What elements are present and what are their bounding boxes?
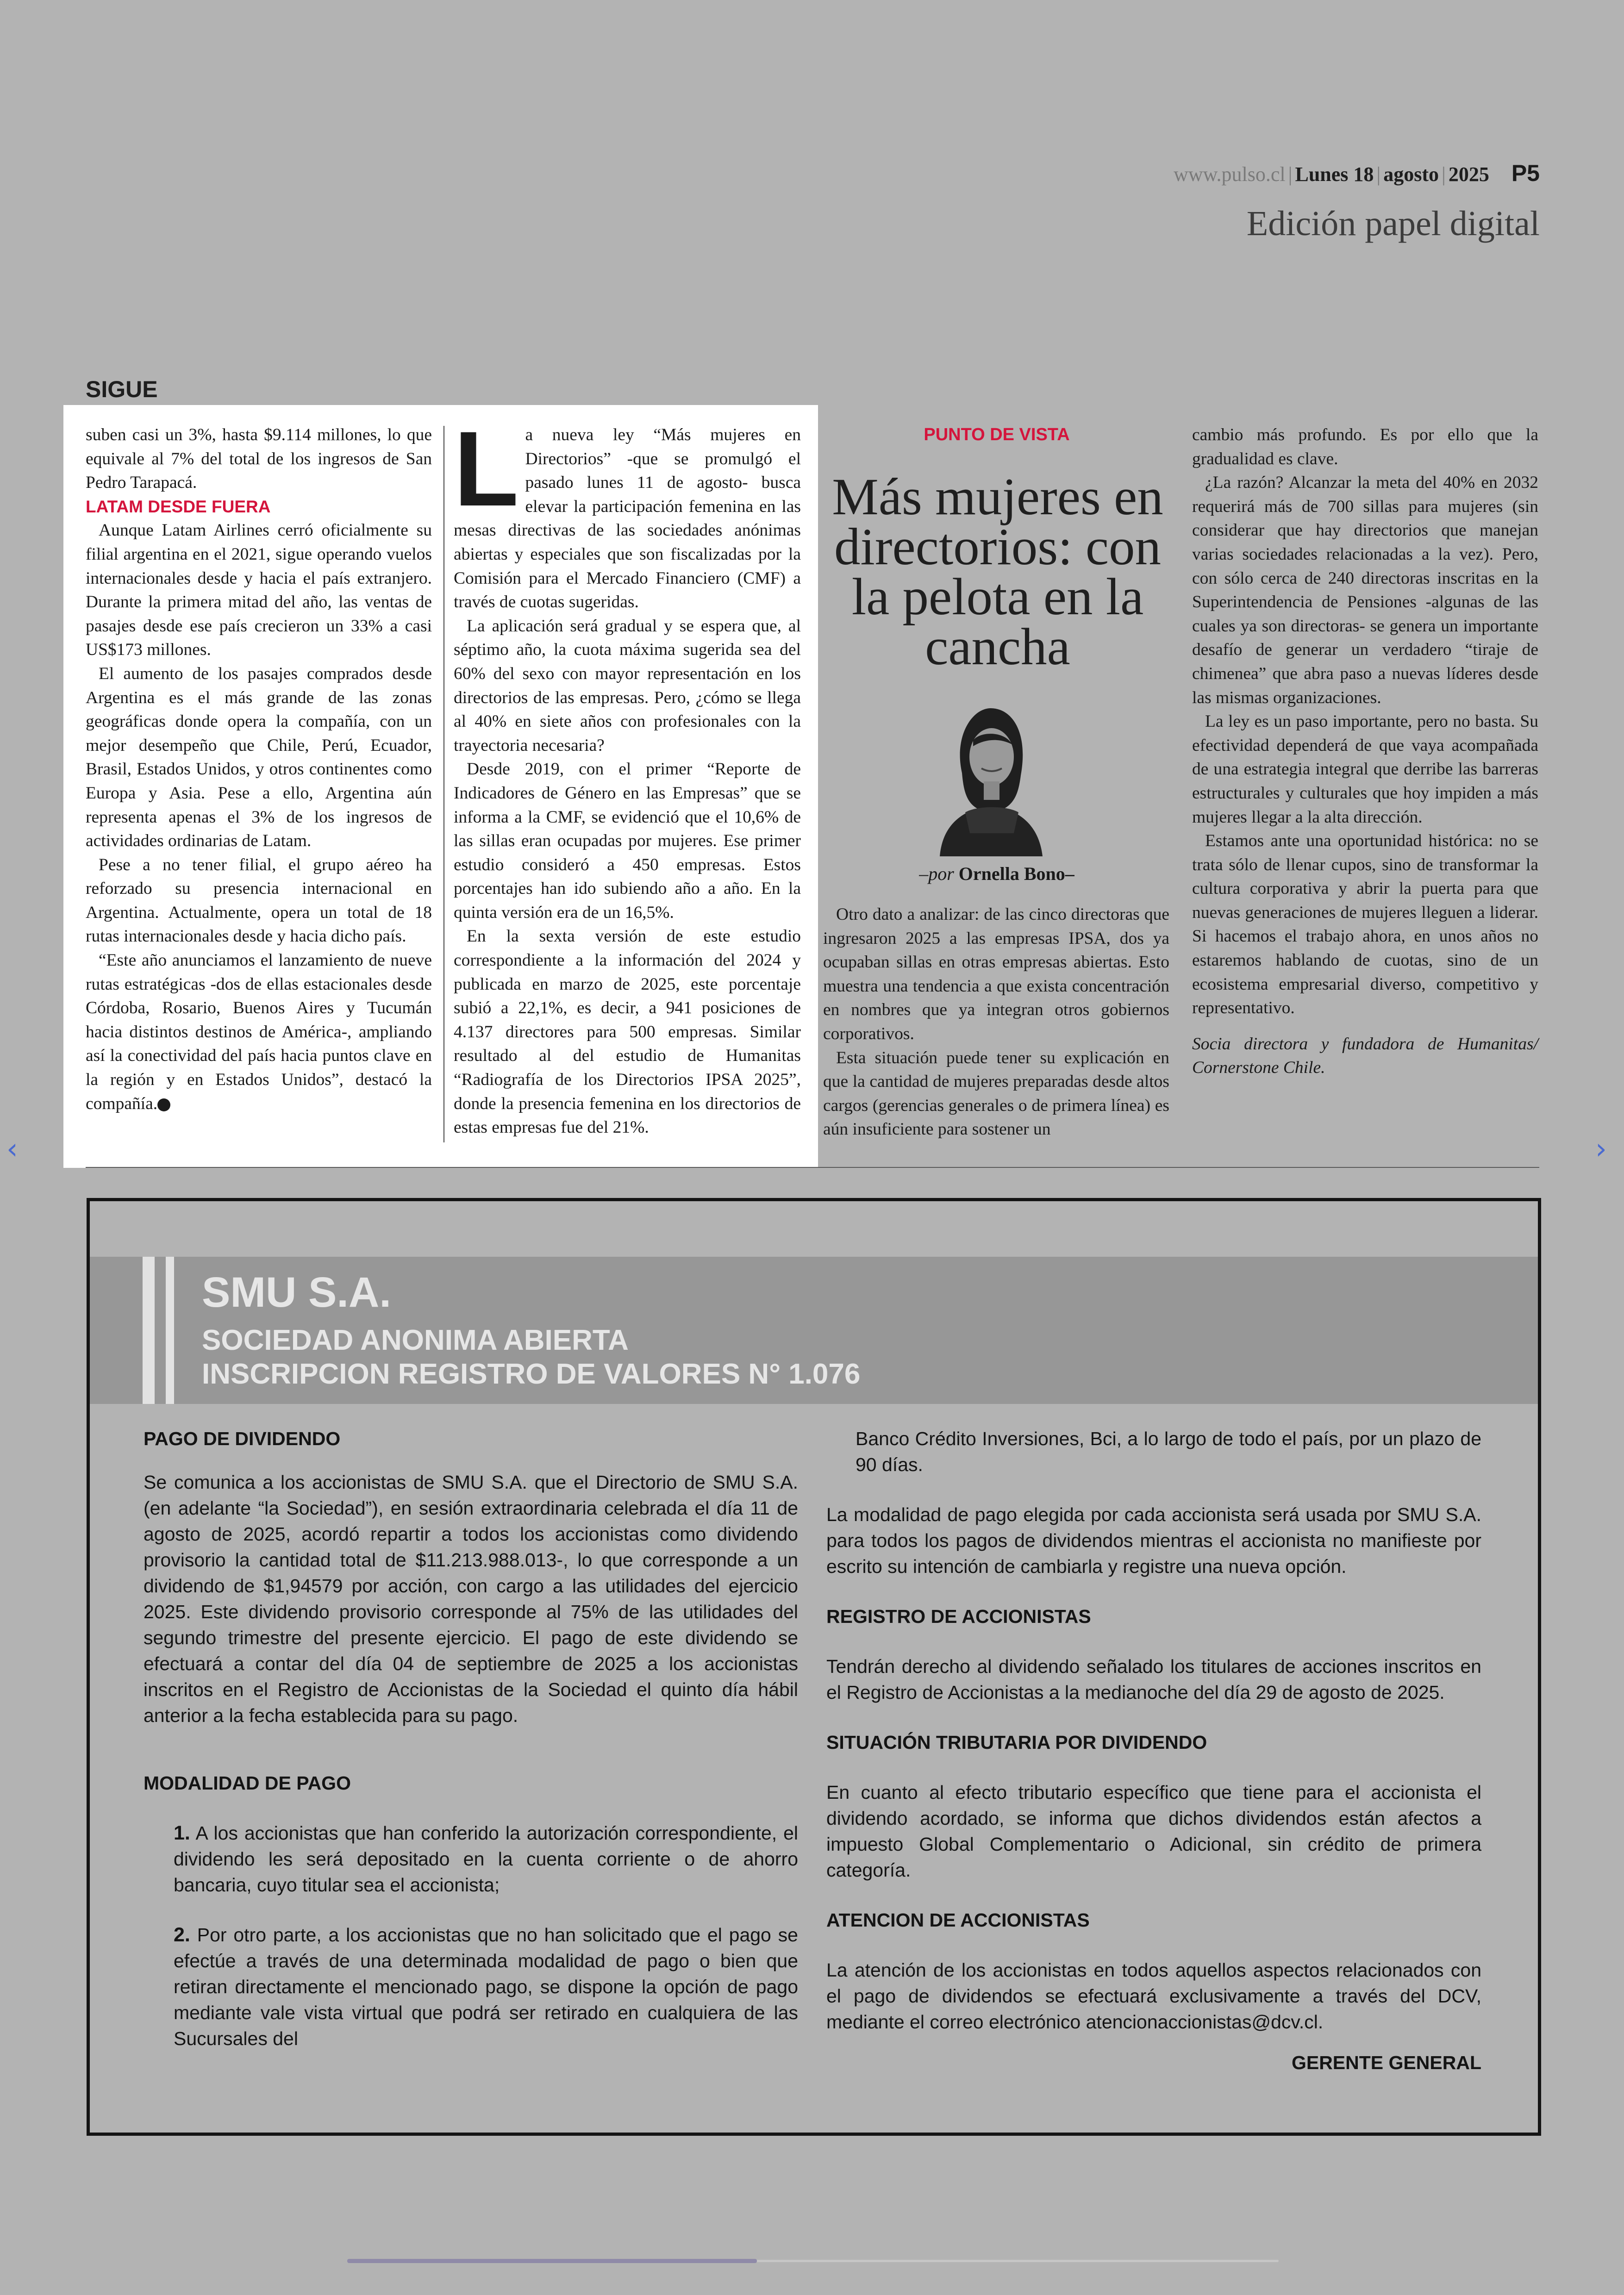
- chevron-left-icon[interactable]: ‹: [6, 1132, 18, 1166]
- notice-paragraph: Se comunica a los accionistas de SMU S.A. que el Directorio de SMU S.A. (en adelante “la Sociedad”), en sesión extraordinaria celebrada el día 11 de agosto de 2025, acordó repartir a todos los accionistas como dividendo provisorio la cantidad total de $11.213.988.013-, lo que corresponde a un dividendo de $1,94579 por acción, con cargo a las utilidades del ejercicio 2025. Este dividendo provisorio corresponde al 75% de las utilidades del segundo trimestre del presente ejercicio. El pago de este dividendo se efectuará a contar del día 04 de septiembre de 2025 a los accionistas inscritos en el Registro de Accionistas de la Sociedad el quinto día hábil anterior a la fecha establecida para su pago.: [144, 1472, 798, 1726]
- notice-accent-bar: [166, 1257, 174, 1404]
- date-year: 2025: [1448, 163, 1489, 186]
- notice-column-2: [826, 1426, 1481, 2076]
- author-name: Ornella Bono–: [958, 863, 1074, 884]
- item-number: 1.: [174, 1822, 190, 1844]
- paragraph: El aumento de los pasajes comprados desde Argentina es el más grande de las zonas geográficas donde opera la compañía, con un mejor desempeño que Chile, Perú, Ecuador, Brasil, Estados Unidos, y otros continentes como Europa y Asia. Pese a ello, Argentina aún representa apenas el 3% de los ingresos de actividades ordinarias de Latam.: [86, 664, 432, 851]
- section-divider: [86, 1167, 1539, 1168]
- paragraph: Aunque Latam Airlines cerró oficialmente su filial argentina en el 2021, sigue operando vuelos internacionales desde y hacia el país extranjero. Durante la primera mitad del año, las ventas de pasajes desde ese país crecieron un 33% a casi US$173 millones.: [86, 521, 432, 660]
- opinion-headline: Más mujeres en directorios: con la pelota en la cancha: [832, 468, 1163, 676]
- notice-list-item-continued: Banco Crédito Inversiones, Bci, a lo largo de todo el país, por un plazo de 90 días.: [856, 1428, 1481, 1475]
- notice-heading: SITUACIÓN TRIBUTARIA POR DIVIDENDO: [826, 1732, 1207, 1753]
- paragraph: La ley es un paso importante, pero no basta. Su efectividad dependerá de que vaya acompañada de una estrategia integral que derribe las barreras estructurales y culturales que hoy impiden a más mujeres llegar a la alta dirección.: [1192, 712, 1538, 827]
- section-label: SIGUE: [86, 376, 158, 402]
- opinion-column-1: [823, 903, 1169, 1141]
- chevron-right-icon[interactable]: ›: [1595, 1132, 1607, 1166]
- notice-paragraph: Tendrán derecho al dividendo señalado los titulares de acciones inscritos en el Registro de Accionistas a la medianoche del día 29 de agosto de 2025.: [826, 1656, 1481, 1703]
- subheading: LATAM DESDE FUERA: [86, 497, 271, 516]
- author-signature: Socia directora y fundadora de Humanitas/ Cornerstone Chile.: [1192, 1034, 1538, 1078]
- notice-paragraph: La modalidad de pago elegida por cada accionista será usada por SMU S.A. para todos los pagos de dividendos mientras el accionista no manifieste por escrito su intención de cambiarla y registre una nueva opción.: [826, 1504, 1481, 1577]
- paragraph-text: “Este año anunciamos el lanzamiento de nueve rutas estratégicas -dos de ellas estacionales desde Córdoba, Rosario, Buenos Aires y Tucumán hacia distintos destinos de América-, ampliando así la conectividad del país hacia puntos clave en la región y en Estados Unidos”, destacó la compañía.: [86, 951, 432, 1113]
- author-photo: [921, 694, 1060, 856]
- column-divider: [443, 426, 444, 1142]
- notice-signoff: GERENTE GENERAL: [1291, 2052, 1481, 2073]
- item-text: A los accionistas que han conferido la autorización correspondiente, el dividendo les será depositado en la cuenta corriente o de ahorro bancaria, cuyo titular sea el accionista;: [174, 1822, 798, 1896]
- paragraph: Estamos ante una oportunidad histórica: no se trata sólo de llenar cupos, sino de transformar la cultura corporativa y abrir la puerta para que nuevas generaciones de mujeres lleguen a liderar. Si hacemos el trabajo ahora, en unos años no estaremos hablando de cuotas, sino de un ecosistema empresarial diverso, competitivo y representativo.: [1192, 831, 1538, 1018]
- notice-company-name: SMU S.A.: [202, 1269, 391, 1316]
- notice-heading: PAGO DE DIVIDENDO: [144, 1428, 341, 1449]
- notice-subtitle: SOCIEDAD ANONIMA ABIERTA: [202, 1324, 629, 1356]
- item-text: Por otro parte, a los accionistas que no han solicitado que el pago se efectúe a través de una determinada modalidad de pago o bien que retiran directamente el mencionado pago, se dispone la opción de pago mediante vale vista virtual que podrá ser retirado en cualquiera de las Sucursales del: [174, 1924, 798, 2049]
- notice-heading: ATENCION DE ACCIONISTAS: [826, 1909, 1090, 1931]
- paragraph-text: a nueva ley “Más mujeres en Directorios” -que se promulgó el pasado lunes 11 de agosto- busca elevar la participación femenina en las mesas directivas de las sociedades anónimas abiertas y especiales que son fiscalizadas por la Comisión para el Mercado Financiero (CMF) a través de cuotas sugeridas.: [454, 425, 801, 612]
- paragraph: Pese a no tener filial, el grupo aéreo ha reforzado su presencia internacional en Argentina. Actualmente, opera un total de 18 rutas internacionales desde y hacia dicho país.: [86, 855, 432, 946]
- notice-heading: MODALIDAD DE PAGO: [144, 1772, 351, 1794]
- notice-heading: REGISTRO DE ACCIONISTAS: [826, 1606, 1091, 1627]
- paragraph: Desde 2019, con el primer “Reporte de Indicadores de Género en las Empresas” que se informa a la CMF, se evidenció que el 10,6% de las sillas eran ocupadas por mujeres. Ese primer estudio consideró a 450 empresas. Estos porcentajes han ido subiendo año a año. En la quinta versión era de un 16,5%.: [454, 760, 801, 922]
- paragraph: La aplicación será gradual y se espera que, al séptimo año, la cuota máxima sugerida sea del 60% del sexo con mayor representación en los directorios de las empresas. Pero, ¿cómo se llega al 40% en siete años con profesionales con la trayectoria necesaria?: [454, 616, 801, 755]
- site-url[interactable]: www.pulso.cl: [1174, 163, 1286, 186]
- page-number: P5: [1511, 160, 1540, 186]
- notice-paragraph: La atención de los accionistas en todos aquellos aspectos relacionados con el pago de dividendos se efectuará exclusivamente a través del DCV, mediante el correo electrónico atencionaccionistas@dcv.cl.: [826, 1959, 1481, 2033]
- end-mark-icon: P: [157, 1098, 170, 1111]
- paragraph: ¿La razón? Alcanzar la meta del 40% en 2032 requerirá más de 700 sillas para mujeres (sin considerar que hay directorios que manejan varias sociedades relacionadas a la vez). Pero, con sólo cerca de 240 directoras inscritas en la Superintendencia de Pensiones -algunas de las cuales ya son directoras- se genera un importante desafío de generar un verdadero “tiraje de chimenea” que abra paso a nuevas líderes desde las mismas organizaciones.: [1192, 473, 1538, 707]
- date-day: Lunes 18: [1295, 163, 1374, 186]
- article-column-1: [86, 423, 432, 1116]
- date-month: agosto: [1383, 163, 1439, 186]
- notice-subtitle: INSCRIPCION REGISTRO DE VALORES N° 1.076: [202, 1358, 861, 1390]
- paragraph: Esta situación puede tener su explicación en que la cantidad de mujeres preparadas desde altos cargos (gerencias generales o de primera línea) es aún insuficiente para sostener un: [823, 1048, 1169, 1139]
- notice-paragraph: En cuanto al efecto tributario específico que tiene para el accionista el dividendo acordado, se informa que dichos dividendos están afectos a impuesto Global Complementario o Adicional, sin crédito de primera categoría.: [826, 1782, 1481, 1881]
- byline-prefix: –por: [919, 863, 954, 884]
- opinion-kicker: PUNTO DE VISTA: [924, 425, 1070, 444]
- article-column-2: [454, 409, 801, 1140]
- paragraph: Otro dato a analizar: de las cinco directoras que ingresaron 2025 a las empresas IPSA, dos ya ocupaban sillas en otras empresas abiertas. Esto muestra una tendencia a que exista concentración en nombres que ya integran otros gobiernos corporativos.: [823, 905, 1169, 1043]
- paragraph: [454, 409, 801, 614]
- masthead-line: www.pulso.cl | Lunes 18 | agosto | 2025 P5: [1174, 160, 1540, 186]
- paragraph: En la sexta versión de este estudio correspondiente a la información del 2024 y publicada en marzo de 2025, este porcentaje subió a 22,1%, es decir, a 941 posiciones de 4.137 directores para 500 empresas. Similar resultado al del estudio de Humanitas “Radiografía de los Directorios IPSA 2025”, donde la presencia femenina en los directorios de estas empresas fue del 21%.: [454, 927, 801, 1137]
- edition-title: Edición papel digital: [1246, 204, 1540, 243]
- paragraph: [86, 948, 432, 1116]
- item-number: 2.: [174, 1924, 190, 1946]
- paragraph: cambio más profundo. Es por ello que la gradualidad es clave.: [1192, 425, 1538, 468]
- notice-accent-bar: [143, 1257, 155, 1404]
- notice-column-1: [144, 1426, 798, 2052]
- opinion-column-2: [1192, 423, 1538, 1080]
- notice-list-item: [144, 1820, 798, 1898]
- paragraph: suben casi un 3%, hasta $9.114 millones, lo que equivale al 7% del total de los ingresos de San Pedro Tarapacá.: [86, 425, 432, 493]
- drop-cap: L: [454, 409, 519, 528]
- byline: [824, 863, 1169, 885]
- notice-list-item: [144, 1922, 798, 2052]
- page-progress-fill: [347, 2259, 757, 2263]
